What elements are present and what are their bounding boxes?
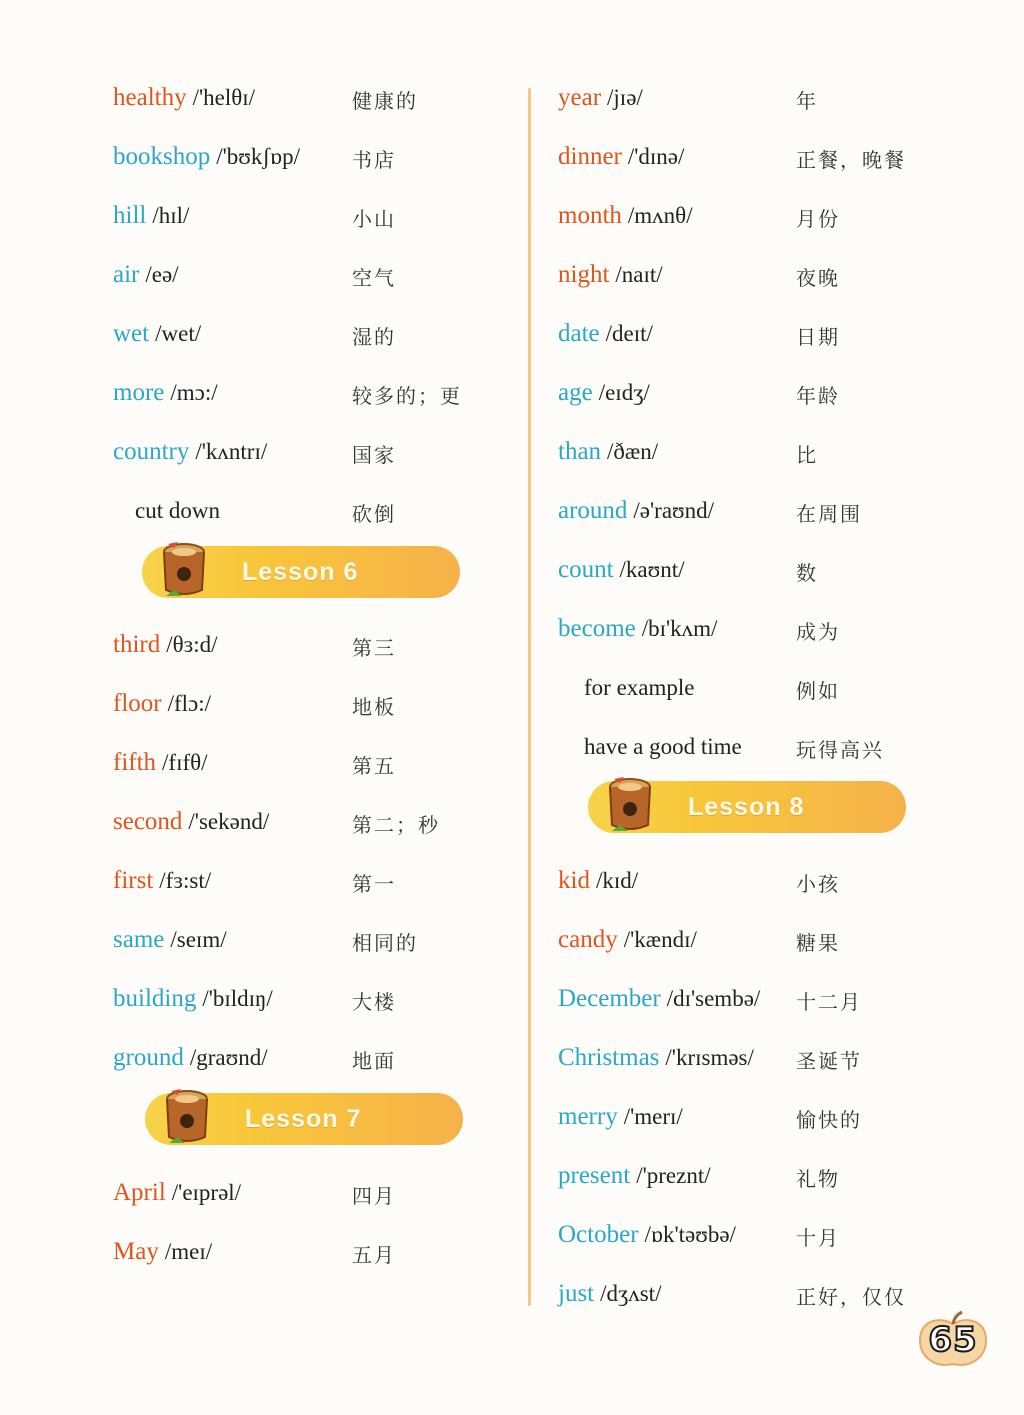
vocab-entry [113,684,211,724]
phonetic-transcription: /hɪl/ [152,203,190,228]
vocab-entry [113,373,218,413]
english-word: just [558,1280,595,1307]
phonetic-transcription: /bɪ'kʌm/ [641,616,718,641]
english-word: year [558,84,602,111]
chinese-meaning: 地面 [352,1049,396,1073]
phonetic-transcription: /dɪ'sembə/ [666,986,761,1011]
english-word: air [113,261,140,288]
column-divider [528,88,531,1306]
phonetic-transcription: /'sekənd/ [188,809,270,834]
english-word: May [113,1238,159,1265]
phonetic-transcription: /ə'raʊnd/ [633,498,715,523]
phrase-text: for example [584,675,695,700]
phonetic-transcription: /'dɪnə/ [627,144,685,169]
chinese-meaning: 正好，仅仅 [796,1285,906,1309]
chinese-meaning: 五月 [352,1243,396,1267]
english-word: around [558,497,628,524]
english-word: second [113,808,183,835]
chinese-meaning: 玩得高兴 [796,738,884,762]
english-word: more [113,379,165,406]
vocab-entry [113,314,201,354]
chinese-meaning: 四月 [352,1184,396,1208]
phonetic-transcription: /ɒk'təʊbə/ [644,1222,736,1247]
vocab-entry [113,78,255,118]
phrase-entry [135,491,220,531]
vocab-entry [558,1156,711,1196]
phrase-entry [584,668,694,708]
chinese-meaning: 较多的；更 [352,384,462,408]
english-word: ground [113,1044,184,1071]
vocab-entry [113,1232,212,1272]
tree-stump-icon [160,540,208,598]
vocab-entry [113,861,211,901]
phonetic-transcription: /'preznt/ [636,1163,711,1188]
vocab-entry [113,979,273,1019]
phonetic-transcription: /wet/ [155,321,202,346]
chinese-meaning: 小孩 [796,872,840,896]
chinese-meaning: 数 [796,561,818,585]
vocab-entry [113,625,218,665]
english-word: candy [558,926,618,953]
chinese-meaning: 年龄 [796,384,840,408]
phonetic-transcription: /kɪd/ [595,868,639,893]
english-word: building [113,985,197,1012]
vocab-entry [558,1274,661,1314]
english-word: date [558,320,600,347]
vocab-entry [113,743,208,783]
english-word: age [558,379,593,406]
vocab-entry [558,1215,736,1255]
phonetic-transcription: /flɔ:/ [167,691,212,716]
english-word: Christmas [558,1044,660,1071]
chinese-meaning: 月份 [796,207,840,231]
chinese-meaning: 正餐，晚餐 [796,148,906,172]
chinese-meaning: 砍倒 [352,502,396,526]
vocab-entry [113,920,227,960]
phonetic-transcription: /eɪdʒ/ [598,380,650,405]
chinese-meaning: 日期 [796,325,840,349]
vocab-entry [558,373,650,413]
tree-stump-icon [606,775,654,833]
english-word: month [558,202,622,229]
chinese-meaning: 健康的 [352,89,418,113]
chinese-meaning: 夜晚 [796,266,840,290]
english-word: healthy [113,84,187,111]
vocab-entry [558,78,643,118]
chinese-meaning: 第一 [352,872,396,896]
chinese-meaning: 在周围 [796,502,862,526]
english-word: night [558,261,610,288]
chinese-meaning: 糖果 [796,931,840,955]
chinese-meaning: 十月 [796,1226,840,1250]
tree-stump-icon [163,1087,211,1145]
phonetic-transcription: /naɪt/ [615,262,663,287]
phrase-text: cut down [135,498,220,523]
page-number-badge [910,1310,996,1370]
chinese-meaning: 空气 [352,266,396,290]
phonetic-transcription: /θɜ:d/ [166,632,218,657]
phonetic-transcription: /seɪm/ [170,927,227,952]
vocab-entry [113,1173,241,1213]
phonetic-transcription: /jɪə/ [607,85,643,110]
chinese-meaning: 成为 [796,620,840,644]
vocab-entry [558,1097,683,1137]
phonetic-transcription: /graʊnd/ [189,1045,268,1070]
english-word: become [558,615,636,642]
chinese-meaning: 第五 [352,754,396,778]
chinese-meaning: 国家 [352,443,396,467]
english-word: bookshop [113,143,211,170]
vocab-entry [558,255,663,295]
vocab-entry [113,1038,268,1078]
lesson-title: Lesson 7 [245,1105,362,1133]
english-word: December [558,985,661,1012]
vocab-entry [558,920,697,960]
vocab-entry [558,491,714,531]
lesson-title: Lesson 6 [242,558,359,586]
english-word: country [113,438,190,465]
phonetic-transcription: /fɜ:st/ [159,868,212,893]
phonetic-transcription: /meɪ/ [164,1239,213,1264]
chinese-meaning: 圣诞节 [796,1049,862,1073]
phonetic-transcription: /'bʊkʃɒp/ [216,144,300,169]
chinese-meaning: 第二；秒 [352,813,440,837]
phonetic-transcription: /mɔ:/ [170,380,218,405]
vocab-entry [558,1038,754,1078]
vocab-entry [558,314,653,354]
english-word: October [558,1221,639,1248]
phonetic-transcription: /'kʌntrɪ/ [195,439,268,464]
phonetic-transcription: /'kændɪ/ [623,927,697,952]
vocab-entry [558,609,717,649]
english-word: April [113,1179,166,1206]
chinese-meaning: 大楼 [352,990,396,1014]
phonetic-transcription: /ðæn/ [607,439,659,464]
english-word: wet [113,320,150,347]
english-word: third [113,631,161,658]
phonetic-transcription: /'bɪldɪŋ/ [202,986,273,1011]
vocab-entry [113,255,179,295]
chinese-meaning: 相同的 [352,931,418,955]
phrase-entry [584,727,742,767]
vocab-entry [113,432,267,472]
phonetic-transcription: /kaʊnt/ [619,557,685,582]
page-number: 65 [928,1320,978,1360]
chinese-meaning: 湿的 [352,325,396,349]
phonetic-transcription: /fɪfθ/ [162,750,208,775]
vocab-entry [558,550,685,590]
english-word: present [558,1162,631,1189]
chinese-meaning: 例如 [796,679,840,703]
chinese-meaning: 第三 [352,636,396,660]
phrase-text: have a good time [584,734,742,759]
vocab-entry [558,196,693,236]
english-word: hill [113,202,147,229]
phonetic-transcription: /'helθɪ/ [192,85,256,110]
english-word: fifth [113,749,157,776]
chinese-meaning: 十二月 [796,990,862,1014]
phonetic-transcription: /mʌnθ/ [627,203,693,228]
phonetic-transcription: /'merɪ/ [623,1104,683,1129]
vocab-entry [558,979,760,1019]
phonetic-transcription: /'krɪsməs/ [665,1045,754,1070]
vocab-entry [113,196,189,236]
chinese-meaning: 地板 [352,695,396,719]
phonetic-transcription: /eə/ [145,262,179,287]
phonetic-transcription: /'eɪprəl/ [171,1180,242,1205]
chinese-meaning: 年 [796,89,818,113]
chinese-meaning: 比 [796,443,818,467]
english-word: first [113,867,154,894]
vocab-entry [113,802,269,842]
english-word: kid [558,867,590,894]
lesson-title: Lesson 8 [688,793,805,821]
chinese-meaning: 礼物 [796,1167,840,1191]
english-word: dinner [558,143,622,170]
chinese-meaning: 愉快的 [796,1108,862,1132]
english-word: count [558,556,614,583]
vocab-entry [558,432,658,472]
english-word: merry [558,1103,618,1130]
lesson-banner [145,1093,463,1145]
english-word: than [558,438,602,465]
vocab-entry [558,137,684,177]
chinese-meaning: 小山 [352,207,396,231]
lesson-banner [142,546,460,598]
vocab-entry [558,861,638,901]
phonetic-transcription: /deɪt/ [605,321,653,346]
chinese-meaning: 书店 [352,148,396,172]
english-word: floor [113,690,162,717]
lesson-banner [588,781,906,833]
phonetic-transcription: /dʒʌst/ [600,1281,662,1306]
english-word: same [113,926,165,953]
vocab-entry [113,137,300,177]
